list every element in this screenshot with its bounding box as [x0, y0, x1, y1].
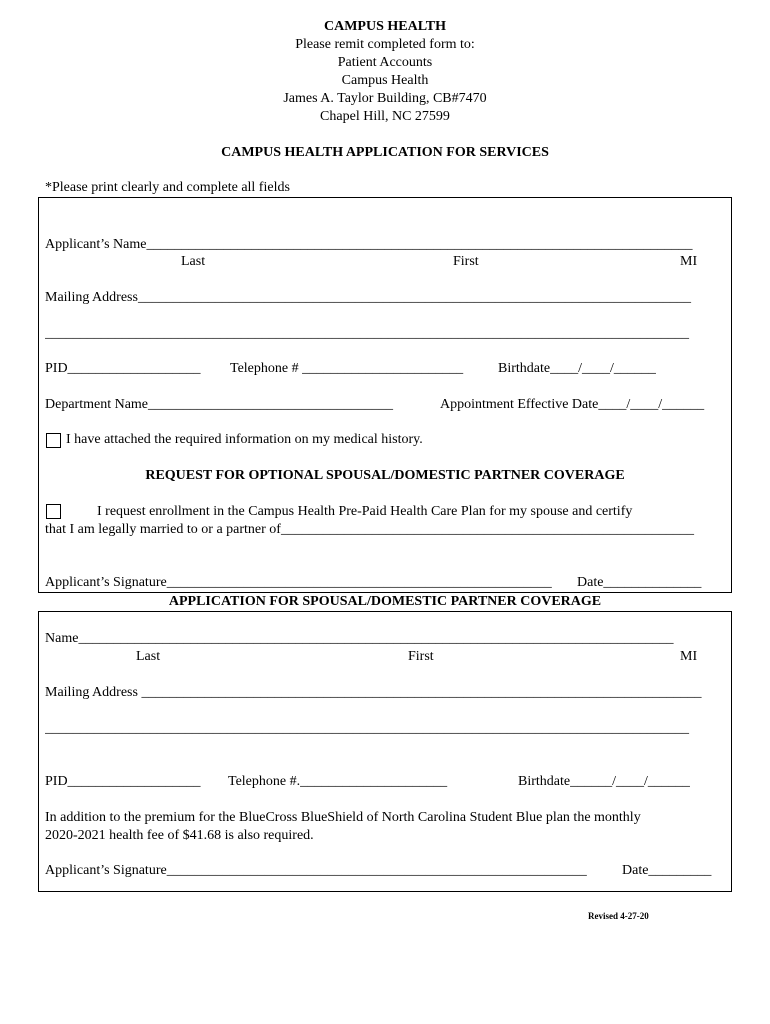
spouse-first-caption: First — [408, 649, 434, 664]
enrollment-checkbox[interactable] — [46, 504, 61, 519]
spouse-telephone-field[interactable]: Telephone #._____________________ — [228, 774, 448, 789]
org-title: CAMPUS HEALTH — [323, 19, 446, 34]
applicant-name-label: Applicant’s Name — [45, 237, 147, 252]
telephone-field[interactable]: Telephone # _______________________ — [230, 361, 464, 376]
spouse-signature-date-field[interactable]: Date_________ — [622, 863, 712, 878]
department-name-field[interactable]: Department Name___________________________________ — [45, 397, 394, 412]
spouse-last-caption: Last — [136, 649, 161, 664]
mailing-address-line-2[interactable]: ____________________________________________________________________________________________ — [45, 326, 689, 341]
spouse-applicant-signature-field[interactable]: Applicant’s Signature____________________________________________________________ — [45, 863, 587, 878]
mailing-address-field[interactable] — [45, 290, 691, 306]
pid-field[interactable]: PID___________________ — [45, 361, 201, 376]
instructions: *Please print clearly and complete all fields — [45, 180, 290, 195]
remit-department: Patient Accounts — [337, 55, 433, 70]
spouse-birthdate-field[interactable]: Birthdate______/____/______ — [518, 774, 690, 789]
optional-coverage-heading: REQUEST FOR OPTIONAL SPOUSAL/DOMESTIC PARTNER COVERAGE — [145, 468, 625, 483]
spouse-pid-field[interactable]: PID___________________ — [45, 774, 201, 789]
remit-city: Chapel Hill, NC 27599 — [320, 109, 450, 124]
applicant-signature-field[interactable]: Applicant’s Signature_______________________________________________________ — [45, 575, 552, 590]
medical-history-checkbox[interactable] — [46, 433, 61, 448]
applicant-name-field[interactable] — [45, 237, 692, 253]
spouse-mi-caption: MI — [680, 649, 698, 664]
spouse-mailing-address-line-2[interactable]: ____________________________________________________________________________________________ — [45, 721, 689, 736]
last-caption: Last — [181, 254, 206, 269]
spouse-name-line[interactable]: _____________________________________________________________________________________ — [78, 631, 674, 646]
spouse-name-field[interactable] — [45, 631, 673, 647]
remit-instruction: Please remit completed form to: — [295, 37, 475, 52]
spouse-mailing-address-line[interactable]: ________________________________________________________________________________ — [141, 685, 702, 700]
signature-date-field[interactable]: Date______________ — [577, 575, 702, 590]
applicant-name-line[interactable]: ______________________________________________________________________________ — [146, 237, 693, 252]
fee-notice-line-2: 2020-2021 health fee of $41.68 is also required. — [45, 828, 314, 843]
form-title: CAMPUS HEALTH APPLICATION FOR SERVICES — [221, 145, 549, 160]
mailing-address-line[interactable]: _______________________________________________________________________________ — [137, 290, 691, 305]
birthdate-field[interactable]: Birthdate____/____/______ — [498, 361, 656, 376]
first-caption: First — [453, 254, 479, 269]
appointment-date-field[interactable]: Appointment Effective Date____/____/______ — [440, 397, 705, 412]
remit-building: James A. Taylor Building, CB#7470 — [283, 91, 487, 106]
spouse-mailing-address-field[interactable] — [45, 685, 701, 701]
mi-caption: MI — [680, 254, 698, 269]
mailing-address-label: Mailing Address — [45, 290, 138, 305]
medical-history-label: I have attached the required information on my medical history. — [66, 432, 423, 447]
spouse-name-label: Name — [45, 631, 79, 646]
partner-name-field[interactable]: that I am legally married to or a partner of___________________________________________________________ — [45, 522, 694, 537]
enrollment-statement: I request enrollment in the Campus Health Pre-Paid Health Care Plan for my spouse and certify — [97, 504, 633, 519]
fee-notice-line-1: In addition to the premium for the BlueCross BlueShield of North Carolina Student Blue plan the monthly — [45, 810, 641, 825]
spousal-coverage-heading: APPLICATION FOR SPOUSAL/DOMESTIC PARTNER COVERAGE — [168, 594, 602, 609]
remit-unit: Campus Health — [341, 73, 429, 88]
revision-note: Revised 4-27-20 — [588, 911, 649, 921]
spouse-mailing-address-label: Mailing Address — [45, 685, 138, 700]
